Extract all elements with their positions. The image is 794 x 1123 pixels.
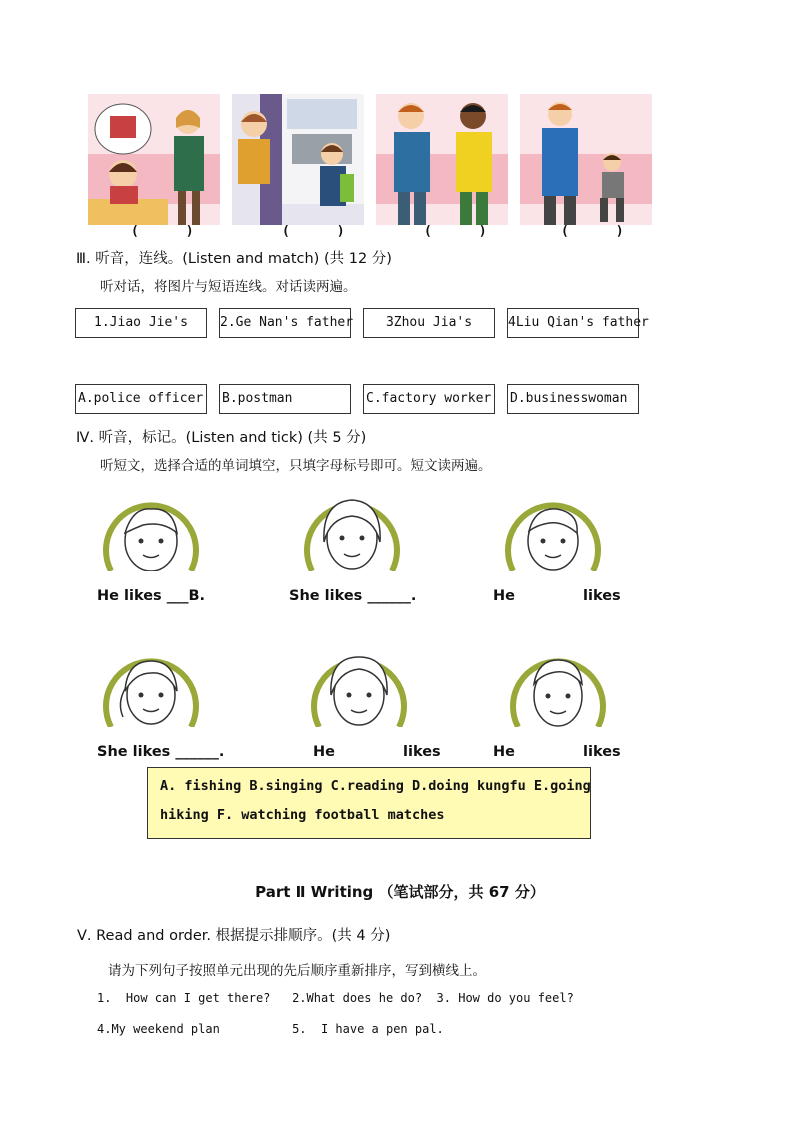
person-box-2[interactable]: 2.Ge Nan's father — [219, 308, 351, 338]
person-box-1[interactable]: 1.Jiao Jie's — [75, 308, 207, 338]
sentence-6-likes: likes — [583, 744, 621, 760]
woman-face-icon — [304, 482, 400, 571]
picture-4 — [520, 94, 652, 225]
sentence-1-period: . — [199, 588, 206, 604]
sentence-4 — [97, 744, 224, 760]
teacher-student-illustration — [88, 94, 220, 225]
part-2-title: Part Ⅱ Writing （笔试部分，共 67 分） — [255, 883, 545, 901]
sentence-4-text: She likes — [97, 744, 176, 760]
boy-face-icon-2 — [505, 491, 601, 571]
sentence-5-likes: likes — [403, 744, 441, 760]
answer-blank-2[interactable]: ( ) — [282, 224, 345, 239]
word-options-box — [147, 767, 591, 839]
boy-face-icon — [103, 489, 199, 571]
sentence-2-text: She likes — [289, 588, 368, 604]
sentence-5-he: He — [313, 744, 335, 760]
job-box-c[interactable]: C.factory worker — [363, 384, 495, 414]
sentence-2 — [289, 588, 416, 604]
sentence-1-blank[interactable]: ___B — [166, 588, 200, 604]
sentence-4-blank[interactable]: ______ — [175, 744, 219, 760]
section-4-instruction: 听短文，选择合适的单词填空，只填字母标号即可。短文读两遍。 — [100, 458, 492, 474]
sentence-list-line-2: 4.My weekend plan 5. I have a pen pal. — [97, 1022, 444, 1036]
person-box-4[interactable]: 4Liu Qian's father — [507, 308, 639, 338]
section-4-title: Ⅳ. 听音，标记。(Listen and tick) (共 5 分) — [76, 430, 367, 446]
word-options-line-2: hiking F. watching football matches — [160, 807, 445, 823]
section-5-instruction: 请为下列句子按照单元出现的先后顺序重新排序，写到横线上。 — [108, 963, 486, 979]
job-box-b[interactable]: B.postman — [219, 384, 351, 414]
sentence-6-he: He — [493, 744, 515, 760]
sentence-1 — [97, 588, 205, 604]
job-box-d[interactable]: D.businesswoman — [507, 384, 639, 414]
sentence-2-period: . — [410, 588, 417, 604]
section-3-instruction: 听对话，将图片与短语连线。对话读两遍。 — [100, 279, 357, 295]
sentence-3-likes: likes — [583, 588, 621, 604]
sentence-1-text: He likes — [97, 588, 167, 604]
person-box-3[interactable]: 3Zhou Jia's — [363, 308, 495, 338]
mother-face-icon — [311, 639, 407, 727]
answer-blank-1[interactable]: ( ) — [131, 224, 194, 239]
sentence-4-period: . — [218, 744, 225, 760]
answer-blank-3[interactable]: ( ) — [424, 224, 487, 239]
picture-3 — [376, 94, 508, 225]
word-options-line-1: A. fishing B.singing C.reading D.doing kungfu E.going — [160, 778, 591, 794]
section-5-title: Ⅴ. Read and order. 根据提示排顺序。(共 4 分) — [77, 928, 391, 944]
man-boy-exercising-illustration — [520, 94, 652, 225]
sentence-list-line-1: 1. How can I get there? 2.What does he do? 3. How do you feel? — [97, 991, 574, 1005]
girl-face-icon — [103, 641, 199, 727]
man-face-icon — [510, 642, 606, 727]
two-boys-illustration — [376, 94, 508, 225]
picture-1 — [88, 94, 220, 225]
picture-2 — [232, 94, 364, 225]
mother-boy-window-illustration — [232, 94, 364, 225]
answer-blank-4[interactable]: ( ) — [561, 224, 624, 239]
job-box-a[interactable]: A.police officer — [75, 384, 207, 414]
sentence-2-blank[interactable]: ______ — [367, 588, 411, 604]
sentence-3-he: He — [493, 588, 515, 604]
section-3-title: Ⅲ. 听音，连线。(Listen and match) (共 12 分) — [76, 251, 392, 267]
